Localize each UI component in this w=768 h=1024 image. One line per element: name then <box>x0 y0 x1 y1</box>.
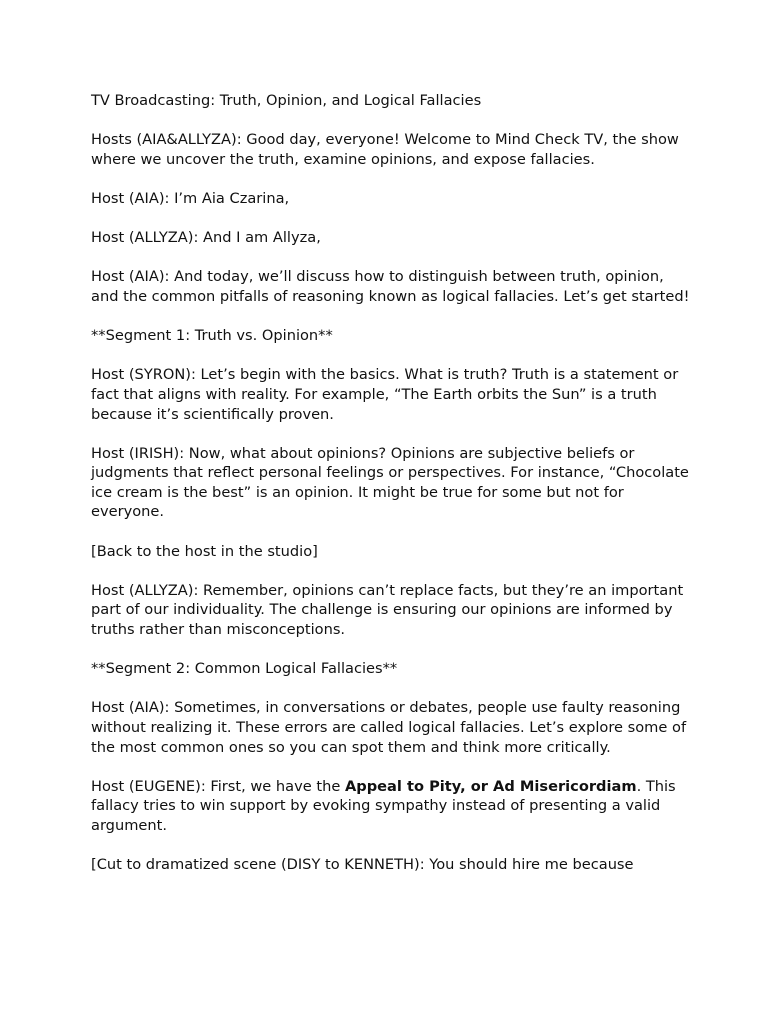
segment-2-heading: **Segment 2: Common Logical Fallacies** <box>91 660 398 678</box>
stage-direction-studio: [Back to the host in the studio] <box>91 542 318 560</box>
paragraph-host-aia-intro: Host (AIA): I’m Aia Czarina, <box>91 189 290 207</box>
eugene-text-start: Host (EUGENE): First, we have the <box>91 777 345 795</box>
paragraph-host-aia-topic: Host (AIA): And today, we’ll discuss how to distinguish between truth, opinion, and the common pitfalls of reasoning known as logical fallacies. Let’s get started! <box>91 268 690 305</box>
segment-1-heading: **Segment 1: Truth vs. Opinion** <box>91 327 333 345</box>
paragraph-hosts-welcome: Hosts (AIA&ALLYZA): Good day, everyone! Welcome to Mind Check TV, the show where we uncover the truth, examine opinions, and expose fallacies. <box>91 131 679 168</box>
paragraph-host-aia-fallacies: Host (AIA): Sometimes, in conversations or debates, people use faulty reasoning without realizing it. These errors are called logical fallacies. Let’s explore some of the most common ones so you can spot them and think more critically. <box>91 699 687 756</box>
paragraph-host-eugene <box>91 777 691 836</box>
paragraph-host-syron: Host (SYRON): Let’s begin with the basics. What is truth? Truth is a statement or fact that aligns with reality. For example, “The Earth orbits the Sun” is a truth because it’s scientifically proven. <box>91 366 679 423</box>
paragraph-host-allyza-remember: Host (ALLYZA): Remember, opinions can’t replace facts, but they’re an important part of our individuality. The challenge is ensuring our opinions are informed by truths rather than misconceptions. <box>91 581 684 639</box>
stage-direction-dramatized-scene: [Cut to dramatized scene (DISY to KENNETH): You should hire me because <box>91 856 634 874</box>
eugene-text-end: . This fallacy tries to win support by evoking sympathy instead of presenting a valid argument. <box>91 777 676 834</box>
document-title: TV Broadcasting: Truth, Opinion, and Logical Fallacies <box>91 92 482 109</box>
paragraph-host-allyza-intro: Host (ALLYZA): And I am Allyza, <box>91 229 321 247</box>
document-body <box>91 91 691 894</box>
fallacy-name-bold: Appeal to Pity, or Ad Misericordiam <box>344 777 637 795</box>
paragraph-host-irish: Host (IRISH): Now, what about opinions? Opinions are subjective beliefs or judgments that reflect personal feelings or perspectives. For instance, “Chocolate ice cream is the best” is an opinion. It might be true for some but not for everyone. <box>91 444 689 521</box>
